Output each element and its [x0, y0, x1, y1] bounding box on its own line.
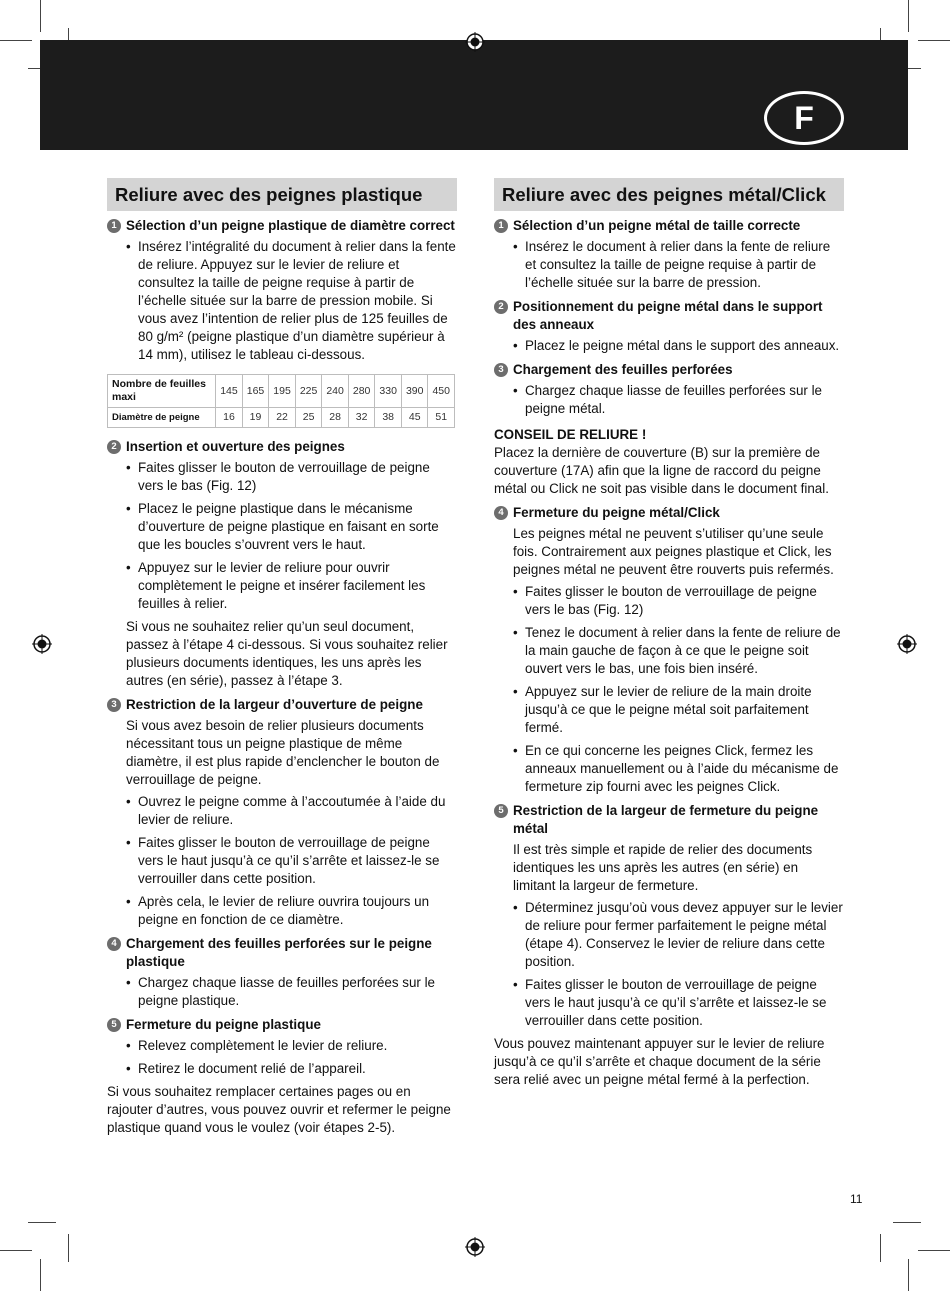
paragraph: Si vous ne souhaitez relier qu’un seul document, passez à l’étape 4 ci-dessous. Si vous souhaitez relier plusieurs documents identiques, les uns après les autres (en série), passez à l’étape 3. — [126, 619, 448, 688]
paragraph: Les peignes métal ne peuvent s’utiliser qu’une seule fois. Contrairement aux peignes plastique et Click, les peignes métal ne peuvent être rouverts puis refermés. — [513, 526, 834, 577]
bullet-list — [513, 238, 844, 292]
paragraph: Si vous avez besoin de relier plusieurs documents nécessitant tous un peigne plastique de même diamètre, il est plus rapide d’enclencher le bouton de verrouillage de peigne. — [126, 718, 440, 787]
bullet-list — [513, 899, 844, 1030]
left-column — [107, 178, 457, 1141]
step-number-icon: 1 — [107, 219, 121, 233]
page-number: 11 — [850, 1192, 863, 1206]
crop-mark — [918, 1250, 950, 1251]
table-cell: 225 — [295, 375, 322, 408]
bullet-list — [126, 1037, 457, 1078]
step-heading — [107, 438, 457, 456]
capacity-table — [107, 374, 455, 428]
table-cell: 330 — [375, 375, 402, 408]
table-cell: 280 — [348, 375, 375, 408]
crop-mark — [893, 1222, 921, 1223]
list-item: • Insérez l’intégralité du document à relier dans la fente de reliure. Appuyez sur le levier de reliure et consultez la taille de peigne requise à partir de l’échelle située sur la barre de pression mobile. Si vous avez l’intention de relier plus de 125 feuilles de 80 g/m² (peigne plastique d’un diamètre supérieur à 14 mm), utilisez le tableau ci-dessous. — [126, 238, 457, 364]
row-header: Nombre de feuilles maxi — [108, 375, 216, 408]
list-item: • Faites glisser le bouton de verrouillage de peigne vers le bas (Fig. 12) — [513, 583, 844, 619]
step-heading — [107, 217, 457, 235]
table-cell: 25 — [295, 408, 322, 428]
tip-heading: CONSEIL DE RELIURE ! — [494, 427, 647, 442]
list-item: • En ce qui concerne les peignes Click, fermez les anneaux manuellement ou à l’aide du mécanisme de fermeture zip fourni avec les peignes Click. — [513, 742, 844, 796]
row-header: Diamètre de peigne — [108, 408, 216, 428]
tip-text: Placez la dernière de couverture (B) sur la première de couverture (17A) afin que la ligne de raccord du peigne métal ou Click ne soit pas visible dans le document final. — [494, 445, 829, 496]
step-heading-text: Chargement des feuilles perforées — [513, 362, 733, 377]
bullet-list — [126, 459, 457, 613]
table-row — [108, 408, 455, 428]
list-item: • Appuyez sur le levier de reliure de la main droite jusqu’à ce que le peigne métal soit parfaitement fermé. — [513, 683, 844, 737]
list-item: • Placez le peigne métal dans le support des anneaux. — [513, 337, 844, 355]
step-number-icon: 3 — [107, 698, 121, 712]
list-item: • Faites glisser le bouton de verrouillage de peigne vers le haut jusqu’à ce qu’il s’arrête et laissez-le se verrouiller dans cette position. — [513, 976, 844, 1030]
step-heading-text: Fermeture du peigne plastique — [126, 1017, 321, 1032]
list-item: • Déterminez jusqu’où vous devez appuyer sur le levier de reliure pour fermer parfaitement le peigne métal (étape 4). Conservez le levier de reliure dans cette position. — [513, 899, 844, 971]
table-cell: 145 — [216, 375, 243, 408]
list-item: • Chargez chaque liasse de feuilles perforées sur le peigne plastique. — [126, 974, 457, 1010]
step-heading-text: Positionnement du peigne métal dans le support des anneaux — [513, 299, 823, 332]
list-item: • Chargez chaque liasse de feuilles perforées sur le peigne métal. — [513, 382, 844, 418]
crop-mark — [0, 40, 32, 41]
list-item: • Faites glisser le bouton de verrouillage de peigne vers le haut jusqu’à ce qu’il s’arrête et laissez-le se verrouiller dans cette position. — [126, 834, 457, 888]
step-heading-text: Restriction de la largeur de fermeture du peigne métal — [513, 803, 819, 836]
step-heading — [107, 935, 457, 971]
step-heading — [107, 696, 457, 714]
step-number-icon: 4 — [107, 937, 121, 951]
language-badge: F — [764, 91, 844, 145]
right-column — [494, 178, 844, 1093]
list-item: • Faites glisser le bouton de verrouillage de peigne vers le bas (Fig. 12) — [126, 459, 457, 495]
registration-mark-icon — [32, 634, 52, 654]
bullet-list — [513, 382, 844, 418]
bullet-list — [513, 337, 844, 355]
step-heading — [494, 217, 844, 235]
step-heading-text: Fermeture du peigne métal/Click — [513, 505, 720, 520]
table-cell: 240 — [322, 375, 349, 408]
crop-mark — [0, 1250, 32, 1251]
section-title: Reliure avec des peignes métal/Click — [494, 178, 844, 211]
bullet-list — [126, 974, 457, 1010]
table-cell: 22 — [269, 408, 296, 428]
closing-paragraph: Vous pouvez maintenant appuyer sur le levier de reliure jusqu’à ce qu’il s’arrête et chaque document de la série sera relié avec un peigne métal fermé à la perfection. — [494, 1036, 825, 1087]
step-number-icon: 5 — [107, 1018, 121, 1032]
list-item: • Après cela, le levier de reliure ouvrira toujours un peigne en fonction de ce diamètre. — [126, 893, 457, 929]
crop-mark — [918, 40, 950, 41]
list-item: • Tenez le document à relier dans la fente de reliure de la main gauche de façon à ce que le peigne soit ouvert vers le bas, une fois bien inséré. — [513, 624, 844, 678]
crop-mark — [28, 1222, 56, 1223]
table-cell: 38 — [375, 408, 402, 428]
crop-mark — [40, 0, 41, 32]
bullet-list — [513, 583, 844, 796]
crop-mark — [908, 1259, 909, 1291]
registration-mark-icon — [465, 32, 485, 52]
step-number-icon: 3 — [494, 363, 508, 377]
table-cell: 51 — [428, 408, 455, 428]
table-cell: 195 — [269, 375, 296, 408]
registration-mark-icon — [465, 1237, 485, 1257]
step-heading-text: Sélection d’un peigne métal de taille correcte — [513, 218, 801, 233]
list-item: • Insérez le document à relier dans la fente de reliure et consultez la taille de peigne requise à partir de l’échelle située sur la barre de pression. — [513, 238, 844, 292]
bullet-list — [126, 238, 457, 364]
step-heading — [107, 1016, 457, 1034]
step-heading — [494, 298, 844, 334]
table-cell: 165 — [242, 375, 269, 408]
section-title: Reliure avec des peignes plastique — [107, 178, 457, 211]
step-number-icon: 2 — [107, 440, 121, 454]
table-cell: 45 — [401, 408, 428, 428]
crop-mark — [880, 1234, 881, 1262]
closing-paragraph: Si vous souhaitez remplacer certaines pages ou en rajouter d’autres, vous pouvez ouvrir et refermer le peigne plastique quand vous le voulez (voir étapes 2-5). — [107, 1084, 451, 1135]
step-number-icon: 4 — [494, 506, 508, 520]
registration-mark-icon — [897, 634, 917, 654]
table-row — [108, 375, 455, 408]
list-item: • Ouvrez le peigne comme à l’accoutumée à l’aide du levier de reliure. — [126, 793, 457, 829]
step-number-icon: 5 — [494, 804, 508, 818]
table-cell: 32 — [348, 408, 375, 428]
step-heading-text: Restriction de la largeur d’ouverture de peigne — [126, 697, 423, 712]
step-heading — [494, 802, 844, 838]
step-heading-text: Insertion et ouverture des peignes — [126, 439, 345, 454]
crop-mark — [68, 1234, 69, 1262]
step-heading — [494, 361, 844, 379]
crop-mark — [908, 0, 909, 32]
table-cell: 28 — [322, 408, 349, 428]
step-number-icon: 2 — [494, 300, 508, 314]
table-cell: 16 — [216, 408, 243, 428]
paragraph: Il est très simple et rapide de relier des documents identiques les uns après les autres (en série) en limitant la largeur de fermeture. — [513, 842, 813, 893]
step-heading-text: Chargement des feuilles perforées sur le peigne plastique — [126, 936, 432, 969]
table-cell: 390 — [401, 375, 428, 408]
list-item: • Relevez complètement le levier de reliure. — [126, 1037, 457, 1055]
list-item: • Appuyez sur le levier de reliure pour ouvrir complètement le peigne et insérer facilement les feuilles à relier. — [126, 559, 457, 613]
list-item: • Placez le peigne plastique dans le mécanisme d’ouverture de peigne plastique en faisant en sorte que les boucles s’ouvrent vers le haut. — [126, 500, 457, 554]
list-item: • Retirez le document relié de l’appareil. — [126, 1060, 457, 1078]
table-cell: 19 — [242, 408, 269, 428]
bullet-list — [126, 793, 457, 929]
step-heading — [494, 504, 844, 522]
step-number-icon: 1 — [494, 219, 508, 233]
crop-mark — [40, 1259, 41, 1291]
step-heading-text: Sélection d’un peigne plastique de diamètre correct — [126, 218, 455, 233]
table-cell: 450 — [428, 375, 455, 408]
